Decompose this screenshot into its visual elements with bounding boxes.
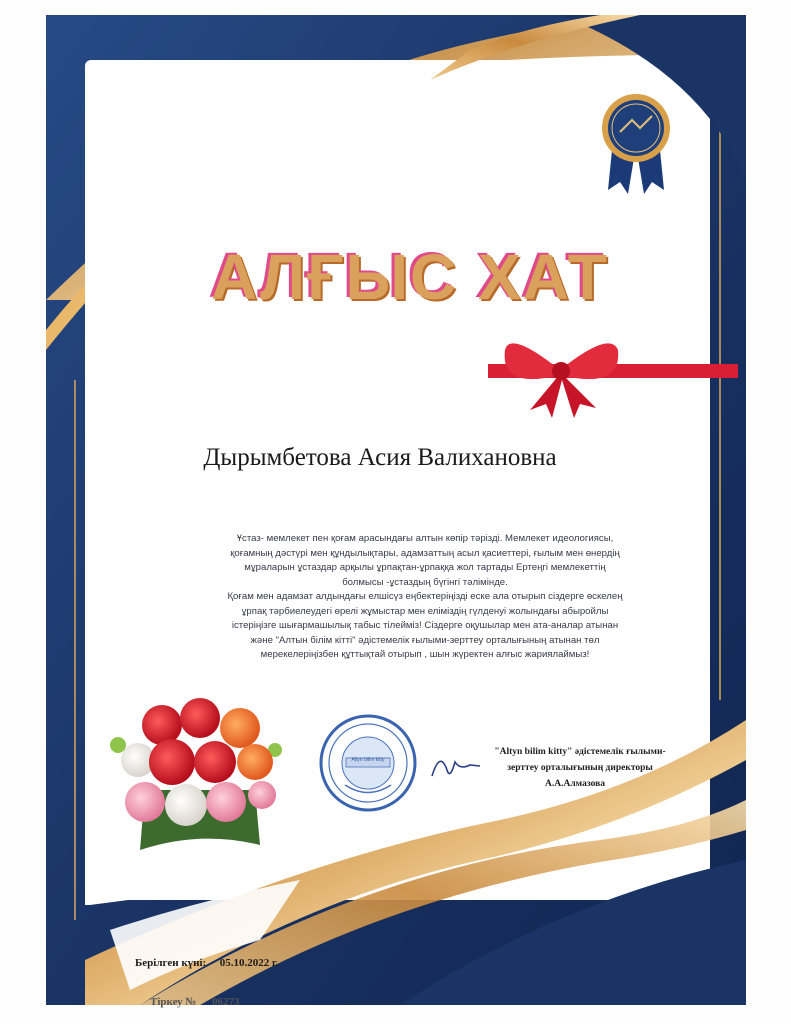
- signatory-name: А.А.Алмазова: [545, 779, 605, 789]
- recipient-name: Дырымбетова Асия Валихановна: [203, 444, 557, 471]
- body-line: қоғамның дәстүрі мен құндылықтары, адамзаттың асыл қасиеттері, ғылым мен өнердің: [230, 547, 620, 559]
- registration-label: Тіркеу №: [150, 996, 197, 1008]
- body-line: болмысы -ұстаздың бүгінгі тәлімінде.: [342, 576, 508, 588]
- body-line: Ұстаз- мемлекет пен қоғам арасындағы алтын көпір тәрізді. Мемлекет идеологиясы,: [236, 533, 614, 544]
- issued-label: Берілген күні:: [135, 957, 207, 969]
- body-line: мұраларын ұстаздар арқылы ұрпақтан-ұрпаққа жол тартады Ертеңгі мемлекеттің: [244, 562, 606, 573]
- stamp-label: Altyn bilim kitty: [351, 757, 385, 763]
- certificate-title: АЛҒЫС ХАТ: [211, 241, 609, 313]
- signatory-block: [455, 744, 705, 792]
- body-line: ұрпақ тәрбиелеудегі өрелі жұмыстар мен еліміздің гүлденуі жолындағы абыройлы: [241, 605, 609, 617]
- issued-date: 05.10.2022 г.: [219, 957, 279, 969]
- signatory-org-line: "Altyn bilim kitty" әдістемелік ғылыми-: [494, 747, 666, 757]
- registration-number: 06273: [212, 996, 240, 1008]
- body-line: Қоғам мен адамзат алдындағы елшісүз еңбектеріңізді еске ала отырып сіздерге өскелең: [227, 591, 623, 602]
- certificate-body: [145, 532, 705, 663]
- body-line: және "Алтын білім кітті" әдістемелік ғылыми-зерттеу орталығының атынан төл: [250, 634, 600, 646]
- body-line: мерекелеріңізбен құттықтай отырып , шын жүректен алғыс жариялаймыз!: [260, 649, 590, 660]
- body-line: істеріңізге шығармашылық табыс тілейміз! Сіздерге оқушылар мен ата-аналар атынан: [231, 620, 619, 631]
- registration-row: [150, 996, 240, 1008]
- issued-date-row: [135, 957, 278, 969]
- signatory-org-line: зерттеу орталығының директоры: [507, 763, 653, 773]
